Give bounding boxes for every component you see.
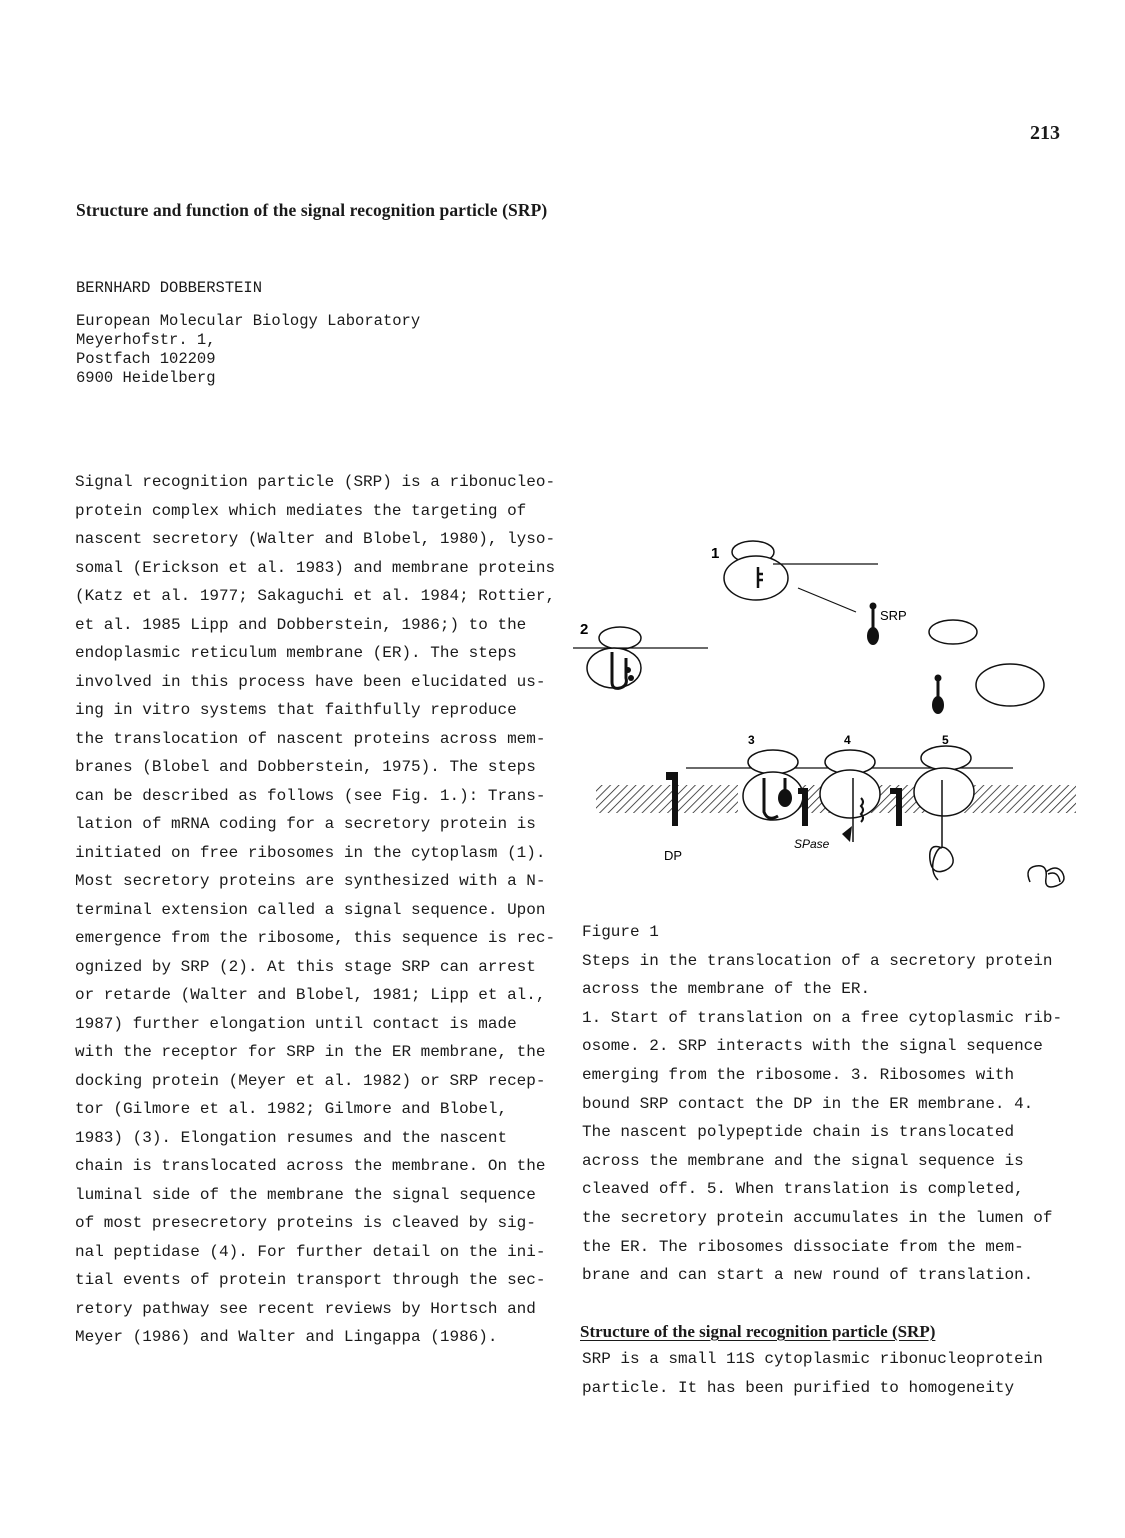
ribosome-step-1 xyxy=(724,541,878,612)
text-line: retory pathway see recent reviews by Hortsch and xyxy=(75,1299,536,1318)
text-line: the secretory protein accumulates in the lumen of xyxy=(582,1208,1053,1227)
text-line: with the receptor for SRP in the ER membrane, the xyxy=(75,1043,546,1061)
small-subunit xyxy=(929,620,977,644)
text-line: cleaved off. 5. When translation is completed, xyxy=(582,1180,1024,1199)
body-paragraph xyxy=(75,468,555,1352)
text-line: 1983) (3). Elongation resumes and the nascent xyxy=(75,1128,508,1147)
author-affiliation xyxy=(76,312,420,388)
text-line: brane and can start a new round of translation. xyxy=(582,1266,1034,1285)
text-line: (Katz et al. 1977; Sakaguchi et al. 1984; Rottier, xyxy=(75,587,556,605)
text-line: Figure 1 xyxy=(582,923,659,941)
text-line: tial events of protein transport through the sec- xyxy=(75,1271,546,1289)
text-line: luminal side of the membrane the signal sequence xyxy=(75,1185,536,1204)
text-line: endoplasmic reticulum membrane (ER). The steps xyxy=(75,644,517,662)
text-line: Steps in the translocation of a secretory protein xyxy=(582,951,1053,970)
text-line: terminal extension called a signal sequence. Upon xyxy=(75,900,546,919)
text-line: ognized by SRP (2). At this stage SRP can arrest xyxy=(75,957,536,976)
text-line: osome. 2. SRP interacts with the signal sequence xyxy=(582,1037,1043,1056)
text-line: the ER. The ribosomes dissociate from the mem- xyxy=(582,1237,1024,1256)
affiliation-line: 6900 Heidelberg xyxy=(76,369,216,387)
article-title: Structure and function of the signal recognition particle (SRP) xyxy=(76,200,548,220)
section-heading: Structure of the signal recognition particle (SRP) xyxy=(580,1322,936,1341)
dp-label: DP xyxy=(664,848,683,863)
text-line: across the membrane and the signal sequence is xyxy=(582,1151,1024,1170)
text-line: the translocation of nascent proteins across mem- xyxy=(75,729,546,748)
step-5-label: 5 xyxy=(942,733,949,747)
text-line: initiated on free ribosomes in the cytoplasm (1). xyxy=(75,843,546,862)
srp-label: SRP xyxy=(880,608,907,623)
affiliation-line: Postfach 102209 xyxy=(76,350,216,368)
affiliation-line: Meyerhofstr. 1, xyxy=(76,331,216,349)
step-3-label: 3 xyxy=(748,733,755,747)
section-body xyxy=(582,1345,1072,1402)
text-line: tor (Gilmore et al. 1982; Gilmore and Blobel, xyxy=(75,1100,508,1118)
figure-1-diagram xyxy=(568,530,1088,910)
large-subunit xyxy=(976,664,1044,706)
text-line: of most presecretory proteins is cleaved by sig- xyxy=(75,1214,536,1232)
text-line: emergence from the ribosome, this sequence is rec- xyxy=(75,929,556,947)
text-line: Most secretory proteins are synthesized with a N- xyxy=(75,872,546,890)
step-1-label: 1 xyxy=(711,545,720,562)
text-line: 1987) further elongation until contact is made xyxy=(75,1014,517,1033)
text-line: Meyer (1986) and Walter and Lingappa (1986). xyxy=(75,1328,498,1346)
text-line: The nascent polypeptide chain is translocated xyxy=(582,1123,1015,1142)
author-name: BERNHARD DOBBERSTEIN xyxy=(76,279,263,297)
text-line: nal peptidase (4). For further detail on the ini- xyxy=(75,1242,546,1261)
text-line: nascent secretory (Walter and Blobel, 1980), lyso- xyxy=(75,530,556,548)
text-line: branes (Blobel and Dobberstein, 1975). The steps xyxy=(75,758,536,776)
text-line: Signal recognition particle (SRP) is a ribonucleo- xyxy=(75,473,556,491)
text-line: particle. It has been purified to homogeneity xyxy=(582,1378,1015,1397)
released-protein xyxy=(1028,866,1064,887)
text-line: lation of mRNA coding for a secretory protein is xyxy=(75,815,536,833)
text-line: chain is translocated across the membrane. On the xyxy=(75,1157,546,1175)
ribosome-step-3 xyxy=(743,750,808,826)
text-line: protein complex which mediates the targeting of xyxy=(75,501,527,520)
text-line: or retarde (Walter and Blobel, 1981; Lipp et al., xyxy=(75,986,546,1004)
text-line: docking protein (Meyer et al. 1982) or SRP recep- xyxy=(75,1071,546,1090)
figure-caption xyxy=(582,918,1072,1290)
text-line: SRP is a small 11S cytoplasmic ribonucleoprotein xyxy=(582,1350,1043,1368)
text-line: somal (Erickson et al. 1983) and membrane proteins xyxy=(75,558,556,577)
text-line: across the membrane of the ER. xyxy=(582,980,871,999)
srp-particle xyxy=(932,675,944,715)
text-line: can be described as follows (see Fig. 1.): Trans- xyxy=(75,786,546,805)
text-line: 1. Start of translation on a free cytoplasmic rib- xyxy=(582,1008,1063,1027)
text-line: bound SRP contact the DP in the ER membrane. 4. xyxy=(582,1094,1034,1113)
text-line: emerging from the ribosome. 3. Ribosomes with xyxy=(582,1065,1015,1084)
spase-label: SPase xyxy=(794,837,830,851)
text-line: et al. 1985 Lipp and Dobberstein, 1986;) to the xyxy=(75,615,527,634)
step-4-label: 4 xyxy=(844,733,851,747)
ribosome-step-2 xyxy=(573,627,708,688)
affiliation-line: European Molecular Biology Laboratory xyxy=(76,312,421,330)
text-line: involved in this process have been elucidated us- xyxy=(75,672,546,691)
page-number: 213 xyxy=(1030,122,1060,144)
srp-particle xyxy=(867,603,879,646)
step-2-label: 2 xyxy=(580,621,589,638)
text-line: ing in vitro systems that faithfully reproduce xyxy=(75,701,517,719)
